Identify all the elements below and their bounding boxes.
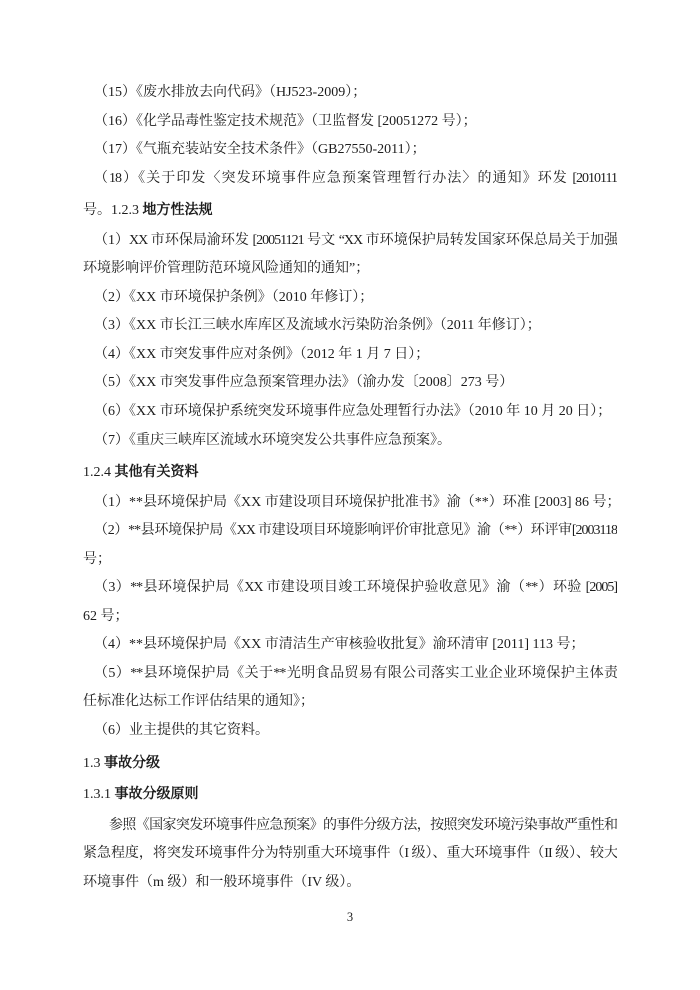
material-item-2: [83, 517, 617, 546]
body-text: 参照《国家突发环境事件应急预案》的事件分级方法，按照突发环境污染事故严重性和: [109, 817, 617, 833]
body-text: （6）业主提供的其它资料。: [94, 723, 269, 739]
body-text: （3）**县环境保护局《XX 市建设项目竣工环境保护验收意见》渝（**）环验 [2005]: [94, 580, 617, 596]
body-text: 1.2.4: [83, 465, 115, 481]
local-reg-item-1: [83, 227, 617, 256]
grading-paragraph-line-3: [83, 869, 617, 898]
body-text: 1.3: [83, 755, 104, 771]
section-heading-1-3-1: [83, 779, 617, 808]
body-text: （7）《重庆三峡库区流域水环境突发公共事件应急预案》。: [94, 432, 451, 448]
material-item-5: [83, 660, 617, 689]
body-text: （5）**县环境保护局《关于**光明食品贸易有限公司落实工业企业环境保护主体责: [94, 665, 617, 681]
heading-text: 事故分级: [104, 753, 160, 770]
material-item-3-cont: [83, 603, 617, 632]
body-text: 紧急程度，将突发环境事件分为特别重大环境事件（I 级）、重大环境事件（II 级）、较大: [83, 846, 617, 862]
list-item-18: [83, 165, 617, 194]
list-item-17: [83, 136, 617, 165]
body-text: 1.2.3: [111, 203, 143, 219]
body-text: （6）《XX 市环境保护系统突发环境事件应急处理暂行办法》（2010 年 10 月 20 日）；: [94, 404, 612, 420]
section-heading-1-3: [83, 748, 617, 777]
body-text: （5）《XX 市突发事件应急预案管理办法》（渝办发〔2008〕273 号）: [94, 375, 514, 391]
local-reg-item-5: [83, 369, 617, 398]
material-item-4: [83, 631, 617, 660]
document-content: [83, 79, 621, 897]
list-item-16: [83, 108, 617, 137]
body-text: 1.3.1: [83, 787, 115, 803]
body-text: （1）XX 市环保局渝环发 [20051121 号文 “XX 市环境保护局转发国家环保总局关于加强: [94, 232, 617, 248]
heading-text: 事故分级原则: [114, 785, 199, 802]
body-text: （3）《XX 市长江三峡水库库区及流域水污染防治条例》（2011 年修订）；: [94, 318, 541, 334]
local-reg-item-3: [83, 312, 617, 341]
material-item-6: [83, 717, 617, 746]
body-text: （16）《化学品毒性鉴定技术规范》（卫监督发 [20051272 号）；: [94, 113, 477, 129]
body-text: 环境事件（m 级）和一般环境事件（IV 级）。: [83, 874, 361, 890]
local-reg-item-7: [83, 427, 617, 456]
list-item-15: [83, 79, 617, 108]
page-number: 3: [346, 910, 354, 924]
material-item-2-cont: [83, 546, 617, 575]
body-text: 号。: [83, 203, 111, 219]
body-text: （18）《关于印发〈突发环境事件应急预案管理暂行办法〉的通知》环发 [2010111: [94, 170, 617, 186]
body-text: （15）《废水排放去向代码》（HJ523-2009）；: [94, 85, 367, 100]
body-text: 任标准化达标工作评估结果的通知》；: [83, 694, 314, 710]
material-item-3: [83, 574, 617, 603]
local-reg-item-6: [83, 398, 617, 427]
material-item-5-cont: [83, 688, 617, 717]
body-text: （4）《XX 市突发事件应对条例》（2012 年 1 月 7 日）；: [94, 346, 430, 362]
material-item-1: [83, 489, 621, 518]
grading-paragraph-line-1: [83, 812, 617, 841]
body-text: （4）**县环境保护局《XX 市清洁生产审核验收批复》渝环清审 [2011] 113 号；: [94, 637, 585, 653]
section-heading-1-2-3: [83, 195, 617, 224]
body-text: 环境影响评价管理防范环境风险通知的通知”；: [83, 261, 370, 277]
local-reg-item-4: [83, 341, 617, 370]
body-text: （1）**县环境保护局《XX 市建设项目环境保护批准书》渝（**）环准 [2003] 86 号；: [94, 494, 621, 510]
body-text: 62 号；: [83, 608, 129, 624]
local-reg-item-2: [83, 284, 617, 313]
heading-text: 地方性法规: [142, 201, 213, 218]
body-text: （17）《气瓶充装站安全技术条件》（GB27550-2011）；: [94, 142, 426, 158]
local-reg-item-1-cont: [83, 255, 617, 284]
section-heading-1-2-4: [83, 457, 617, 486]
grading-paragraph-line-2: [83, 840, 617, 869]
body-text: （2）**县环境保护局《XX 市建设项目环境影响评价审批意见》渝（**）环评审[2003118: [94, 523, 617, 539]
heading-text: 其他有关资料: [114, 463, 199, 480]
body-text: （2）《XX 市环境保护条例》（2010 年修订）；: [94, 289, 374, 305]
body-text: 号；: [83, 551, 111, 567]
